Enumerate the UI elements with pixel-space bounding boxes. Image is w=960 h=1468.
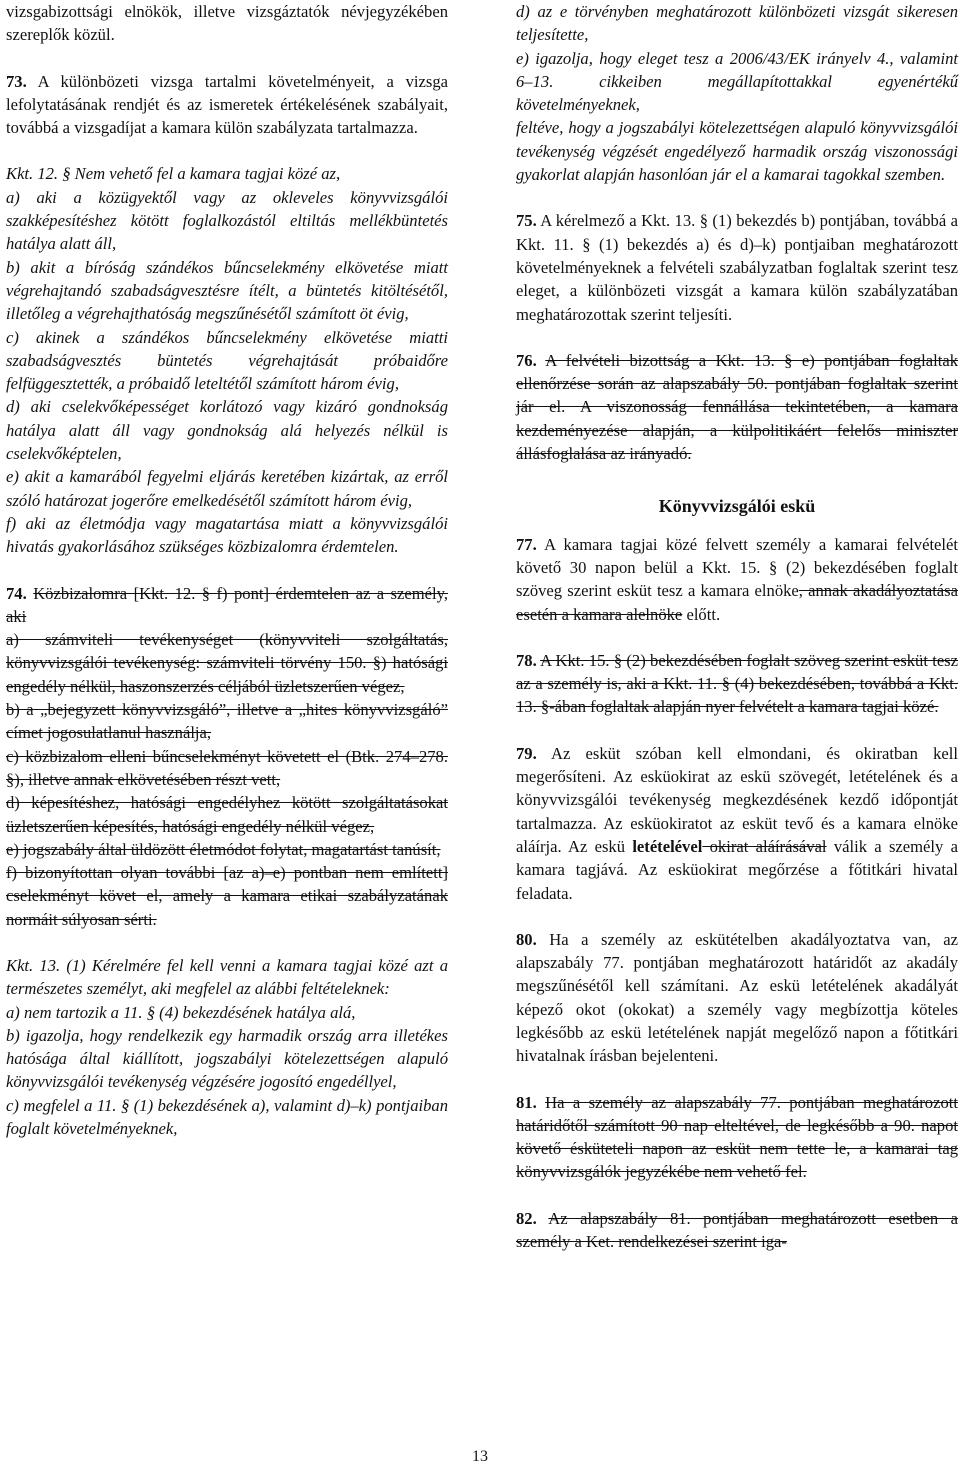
struck-text: , annak akadályoztatása esetén a kamara alelnöke [516, 581, 958, 624]
kkt-13-point-a: a) nem tartozik a 11. § (4) bekezdésének hatálya alá, [6, 1002, 356, 1022]
paragraph-80 [516, 928, 958, 1068]
bold-text: letételével [632, 836, 703, 856]
kkt-12-point-d: d) aki cselekvőképességet korlátozó vagy kizáró gondnokság hatálya alatt áll vagy gondnokság alá helyezés nélkül is cselekvőképtelen, [6, 397, 448, 464]
paragraph-74-point-f: f) bizonyítottan olyan további [az a)–e) pontban nem említett] cselekményt követ el, amely a kamara etikai szabályzatának normáit súlyosan sérti. [6, 863, 448, 929]
paragraph-75 [516, 209, 958, 325]
paragraph-number: 81. [516, 1092, 537, 1112]
kkt-12-point-f: f) aki az életmódja vagy magatartása miatt a könyvvizsgálói hivatás gyakorlásához szükséges közbizalomra érdemtelen. [6, 513, 448, 557]
paragraph-text: A felvételi bizottság a Kkt. 13. § e) pontjában foglaltak ellenőrzése során az alapszabály 50. pontjában foglaltak szerint jár el. A viszonosság fennállása tekintetében, a kamara kezdeményezése alapján, a külpolitikáért felelős miniszter állásfoglalása az irányadó. [516, 350, 959, 464]
paragraph-number: 76. [516, 350, 537, 370]
paragraph-text-end: előtt. [682, 604, 721, 624]
kkt-13-heading: Kkt. 13. (1) Kérelmére fel kell venni a kamara tagjai közé azt a természetes személyt, aki megfelel az alábbi feltételeknek: [6, 955, 448, 999]
page-number: 13 [472, 1448, 488, 1465]
kkt-13-point-d: d) az e törvényben meghatározott különbözeti vizsgát sikeresen teljesítette, [516, 2, 958, 45]
paragraph-number: 74. [6, 583, 27, 603]
paragraph-79 [516, 742, 958, 905]
paragraph-78 [516, 649, 958, 719]
paragraph-74-point-e: e) jogszabály által üldözött életmódot folytat, magatartást tanúsít, [6, 839, 441, 859]
paragraph-82 [516, 1207, 958, 1254]
kkt-12-heading: Kkt. 12. § Nem vehető fel a kamara tagjai közé az, [6, 164, 341, 184]
kkt-13-condition: feltéve, hogy a jogszabályi kötelezettségen alapuló könyvvizsgálói tevékenység végzését engedélyező harmadik ország viszonossági gyakorlat alapján hasonlóan jár el a kamarai tagokkal szemben. [516, 118, 958, 185]
paragraph-number: 77. [516, 534, 537, 554]
paragraph-77 [516, 533, 958, 626]
paragraph-number: 82. [516, 1208, 537, 1228]
paragraph-74-point-c: c) közbizalom elleni bűncselekményt követett el (Btk. 274–278. §), illetve annak elkövetésében részt vett, [6, 746, 448, 789]
kkt-12-point-e: e) akit a kamarából fegyelmi eljárás keretében kizártak, az erről szóló határozat jogerőre emelkedésétől számított három évig, [6, 467, 448, 510]
paragraph-74 [6, 582, 448, 629]
paragraph-text: Ha a személy az alapszabály 77. pontjában meghatározott határidőtől számított 90 nap elteltével, de legkésőbb a 90. napot követő ésküteteli napon az esküt nem tette le, a kamarai tag könyvvizsgálók jegyzékébe nem vehető fel. [516, 1092, 958, 1182]
kkt-13-point-c: c) megfelel a 11. § (1) bekezdésének a), valamint d)–k) pontjaiban foglalt követelményeknek, [6, 1095, 448, 1139]
paragraph-text: A Kkt. 15. § (2) bekezdésében foglalt szöveg szerint esküt tesz az a személy is, aki a Kkt. 11. § (4) bekezdésében, továbbá a Kkt. 13. §-ában foglaltak alapján nyer felvételt a kamara tagjai közé. [516, 650, 959, 717]
paragraph-number: 73. [6, 71, 27, 91]
paragraph-number: 80. [516, 929, 537, 949]
kkt-13-point-e: e) igazolja, hogy eleget tesz a 2006/43/EK irányelv 4., valamint 6–13. cikkeiben megállapítottakkal egyenértékű követelményeknek, [516, 48, 958, 115]
paragraph-text-end: válik a személy a kamara tagjává. Az esküokirat megőrzése a főtitkári hivatal feladata. [516, 836, 958, 903]
paragraph-text: A kérelmező a Kkt. 13. § (1) bekezdés b) pontjában, továbbá a Kkt. 11. § (1) bekezdés a) és d)–k) pontjaiban meghatározott követelményeknek a felvételi szabályzatban foglaltak szerint tesz eleget, a különbözeti vizsgát a kamara külön szabályzatában meghatározottak szerint teljesíti. [516, 211, 958, 324]
right-column [516, 0, 958, 1253]
paragraph-73 [6, 70, 448, 140]
paragraph-74-point-b: b) a „bejegyzett könyvvizsgáló”, illetve a „hites könyvvizsgáló” címet jogosulatlanul használja, [6, 700, 448, 743]
paragraph-74-point-d: d) képesítéshez, hatósági engedélyhez kötött szolgáltatásokat üzletszerűen képesítés, hatósági engedély nélkül végez, [6, 793, 448, 836]
kkt-13-point-b: b) igazolja, hogy rendelkezik egy harmadik ország arra illetékes hatósága által kiállított, jogszabályi kötelezettségen alapuló könyvvizsgálói tevékenység végzésére jogosító engedéllyel, [6, 1025, 448, 1092]
paragraph-text: Ha a személy az eskütételben akadályoztatva van, az alapszabály 77. pontjában meghatározott határidőt az akadály megszűnésétől kell számítani. Az eskü letételének akadályát képező okot (okokat) a személy vagy megbízottja köteles legkésőbb az eskü letételének napját megelőző napon a főtitkári hivatalnak írásban bejelenteni. [516, 929, 958, 1066]
paragraph-text: Közbizalomra [Kkt. 12. § f) pont] érdemtelen az a személy, aki [6, 583, 448, 626]
paragraph-number: 78. [516, 650, 537, 670]
paragraph-number: 75. [516, 211, 537, 231]
paragraph-81 [516, 1091, 958, 1184]
paragraph-continuation: vizsgabizottsági elnökök, illetve vizsgáztatók névjegyzékében szereplők közül. [6, 2, 448, 45]
kkt-12-point-b: b) akit a bíróság szándékos bűncselekmény elkövetése miatt végrehajtandó szabadságvesztésre ítélt, a büntetés kitöltésétől, illetőleg a végrehajthatóság megszűnésétől számított öt évig, [6, 257, 448, 324]
paragraph-text: A különbözeti vizsga tartalmi követelményeit, a vizsga lefolytatásának rendjét és az ismeretek értékelésének szabályait, továbbá a vizsgadíjat a kamara külön szabályzata tartalmazza. [6, 71, 449, 138]
kkt-12-point-a: a) aki a közügyektől vagy az okleveles könyvvizsgálói szakképesítéshez kötött foglalkozástól eltiltás mellékbüntetés hatálya alatt áll, [6, 187, 448, 254]
paragraph-text: A kamara tagjai közé felvett személy a kamarai felvételét követő 30 napon belül a Kkt. 15. § (2) bekezdésében foglalt szöveg szerint esküt tesz a kamara elnöke [516, 534, 958, 601]
paragraph-text: Az esküt szóban kell elmondani, és okiratban kell megerősíteni. Az esküokirat az eskü szövegét, letételének és a könyvvizsgálói tevékenység megkezdésének kezdő időpontját tartalmazza. Az esküokiratot az esküt tevő és a kamara elnöke aláírja. Az eskü [516, 743, 958, 856]
section-heading: Könyvvizsgálói eskü [658, 496, 816, 517]
struck-text: okirat aláírásával [702, 836, 827, 856]
left-column [6, 0, 448, 1140]
paragraph-number: 79. [516, 743, 537, 763]
paragraph-text: Az alapszabály 81. pontjában meghatározott esetben a személy a Ket. rendelkezései szerint iga- [516, 1208, 958, 1252]
kkt-12-point-c: c) akinek a szándékos bűncselekmény elkövetése miatti szabadságvesztés büntetés végrehajtását próbaidőre felfüggesztették, a próbaidő leteltétől számított három évig, [6, 327, 448, 394]
paragraph-76 [516, 349, 958, 465]
paragraph-74-point-a: a) számviteli tevékenységet (könyvviteli szolgáltatás, könyvvizsgálói tevékenység: számviteli törvény 150. §) hatósági engedély nélkül, haszonszerzés céljából üzletszerűen végez, [6, 630, 448, 696]
